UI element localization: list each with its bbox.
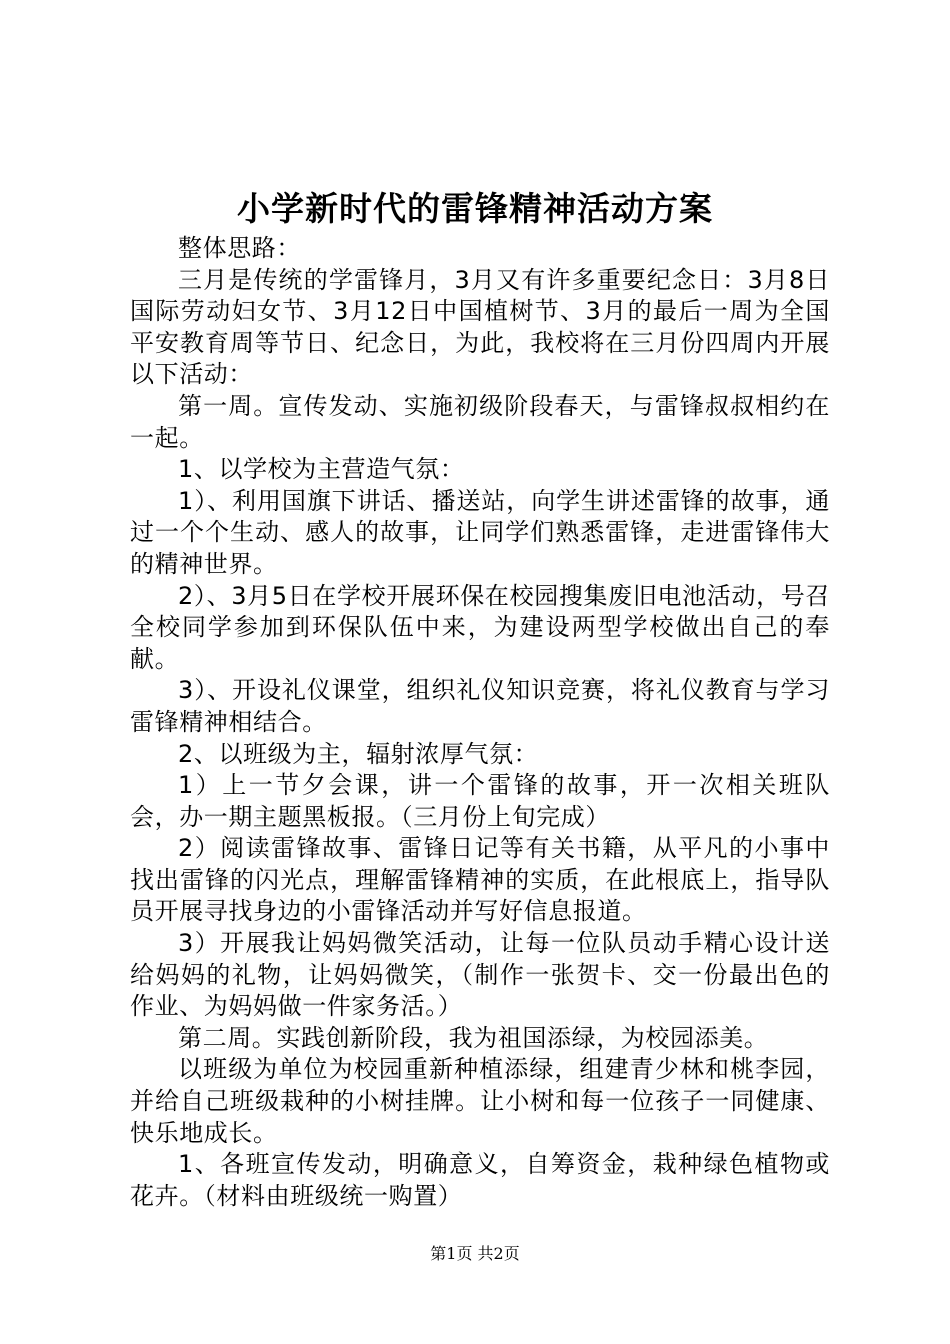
paragraph: 2）、3月5日在学校开展环保在校园搜集废旧电池活动，号召全校同学参加到环保队伍中来，为建设两型学校做出自己的奉献。 [130, 581, 830, 673]
paragraph: 以班级为单位为校园重新种植添绿，组建青少林和桃李园，并给自己班级栽种的小树挂牌。让小树和每一位孩子一同健康、快乐地成长。 [130, 1055, 830, 1147]
paragraph: 1、以学校为主营造气氛： [178, 455, 465, 484]
paragraph: 三月是传统的学雷锋月，3月又有许多重要纪念日：3月8日国际劳动妇女节、3月12日中国植树节、3月的最后一周为全国平安教育周等节日、纪念日，为此，我校将在三月份四周内开展以下活动： [130, 265, 830, 389]
paragraph: 1）、利用国旗下讲话、播送站，向学生讲述雷锋的故事，通过一个个生动、感人的故事，让同学们熟悉雷锋，走进雷锋伟大的精神世界。 [130, 486, 830, 578]
paragraph: 3）、开设礼仪课堂，组织礼仪知识竞赛，将礼仪教育与学习雷锋精神相结合。 [130, 676, 830, 736]
paragraph: 第一周。宣传发动、实施初级阶段春天，与雷锋叔叔相约在一起。 [130, 391, 830, 452]
paragraph: 2、以班级为主，辐射浓厚气氛： [178, 739, 539, 768]
paragraph: 1、各班宣传发动，明确意义，自筹资金，栽种绿色植物或花卉。（材料由班级统一购置） [130, 1150, 830, 1210]
paragraph: 3）开展我让妈妈微笑活动，让每一位队员动手精心设计送给妈妈的礼物，让妈妈微笑，（制作一张贺卡、交一份最出色的作业、为妈妈做一件家务活。） [130, 929, 830, 1021]
paragraph: 1）上一节夕会课，讲一个雷锋的故事，开一次相关班队会，办一期主题黑板报。（三月份上旬完成） [130, 771, 830, 831]
paragraph: 2）阅读雷锋故事、雷锋日记等有关书籍，从平凡的小事中找出雷锋的闪光点，理解雷锋精神的实质，在此根底上，指导队员开展寻找身边的小雷锋活动并写好信息报道。 [130, 834, 830, 926]
document-body [130, 233, 830, 1212]
paragraph: 整体思路： [178, 234, 301, 262]
page-footer: 第1页 共2页 [430, 1244, 520, 1263]
paragraph: 第二周。实践创新阶段，我为祖国添绿，为校园添美。 [178, 1023, 769, 1052]
document-title: 小学新时代的雷锋精神活动方案 [237, 189, 713, 228]
